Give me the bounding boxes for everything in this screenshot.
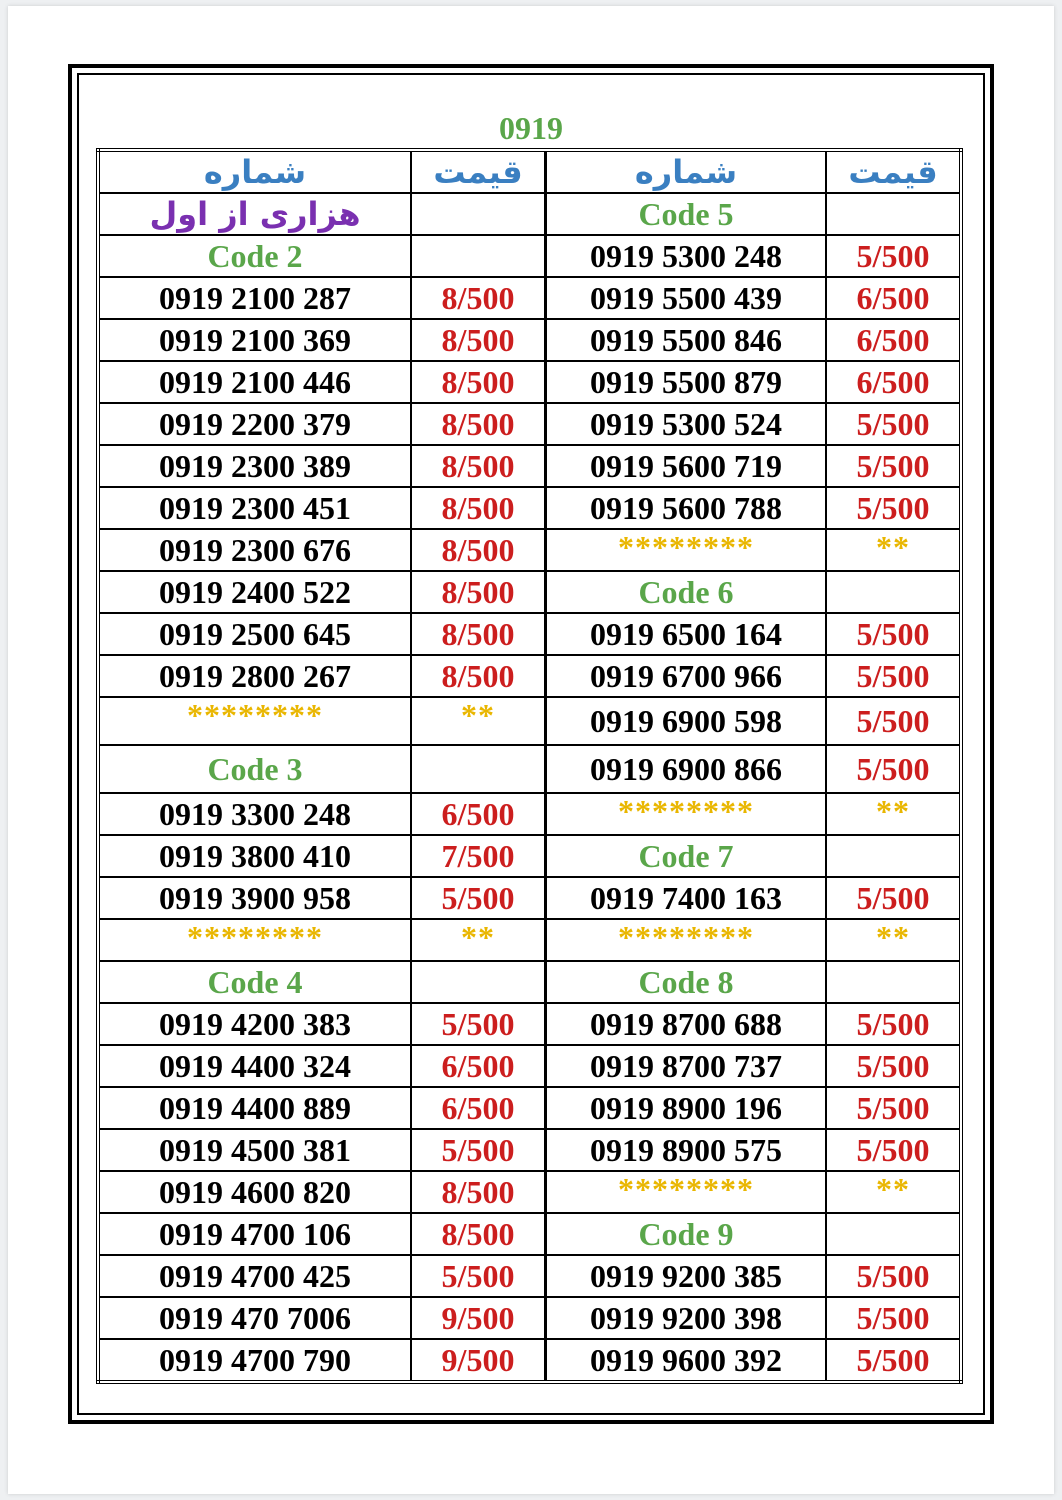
left-price-column-header: قیمت [411,150,546,193]
right-price-price-value: 5/500 [826,445,961,487]
left-price-price-value: 8/500 [411,487,546,529]
right-price-price-value: 5/500 [826,235,961,277]
table-row [98,877,961,919]
left-price-price-value: 6/500 [411,1087,546,1129]
right-price-price-value: 5/500 [826,877,961,919]
right-price-price-value: 5/500 [826,403,961,445]
left-number-code-heading: Code 2 [98,235,411,277]
right-number-phone-number: 0919 8900 575 [546,1129,827,1171]
left-price-empty-cell [411,961,546,1003]
left-number-phone-number: 0919 4400 324 [98,1045,411,1087]
right-number-phone-number: 0919 6900 598 [546,697,827,745]
table-row [98,1045,961,1087]
right-number-column-header: شماره [546,150,827,193]
right-price-empty-cell [826,571,961,613]
right-number-phone-number: 0919 8700 737 [546,1045,827,1087]
left-price-price-value: 8/500 [411,403,546,445]
right-number-phone-number: 0919 5600 788 [546,487,827,529]
left-number-column-header: شماره [98,150,411,193]
right-price-price-value: 5/500 [826,1255,961,1297]
left-number-phone-number: 0919 2300 451 [98,487,411,529]
table-row [98,613,961,655]
left-number-phone-number: 0919 2100 369 [98,319,411,361]
right-number-phone-number: 0919 6700 966 [546,655,827,697]
left-price-empty-cell [411,193,546,235]
left-price-price-value: 6/500 [411,1045,546,1087]
table-row [98,1255,961,1297]
table-row [98,1087,961,1129]
left-price-price-value: 8/500 [411,1213,546,1255]
left-price-price-value: 7/500 [411,835,546,877]
left-number-phone-number: 0919 4700 425 [98,1255,411,1297]
table-row [98,793,961,835]
left-price-empty-cell [411,235,546,277]
right-number-code-heading: Code 6 [546,571,827,613]
right-number-phone-number: 0919 6900 866 [546,745,827,793]
left-number-code-heading: Code 3 [98,745,411,793]
right-number-phone-number: 0919 5300 524 [546,403,827,445]
right-price-price-value: 5/500 [826,1045,961,1087]
left-number-phone-number: 0919 3300 248 [98,793,411,835]
right-price-price-value: 5/500 [826,655,961,697]
table-row [98,277,961,319]
table-row [98,529,961,571]
right-number-phone-number: 0919 7400 163 [546,877,827,919]
table-row [98,697,961,745]
right-price-price-value: 5/500 [826,1003,961,1045]
right-price-empty-cell [826,1213,961,1255]
right-number-phone-number: 0919 5300 248 [546,235,827,277]
left-price-separator-stars: ** [411,697,546,745]
right-price-price-value: 5/500 [826,697,961,745]
left-number-phone-number: 0919 2200 379 [98,403,411,445]
right-number-code-heading: Code 8 [546,961,827,1003]
right-number-phone-number: 0919 5500 846 [546,319,827,361]
right-price-separator-stars: ** [826,793,961,835]
right-price-price-value: 5/500 [826,745,961,793]
table-row [98,1003,961,1045]
right-price-price-value: 6/500 [826,361,961,403]
table-row [98,919,961,961]
table-row [98,745,961,793]
right-number-code-heading: Code 7 [546,835,827,877]
left-price-price-value: 8/500 [411,613,546,655]
right-price-empty-cell [826,193,961,235]
page-title: 0919 [499,110,563,146]
price-list-table [96,148,963,1384]
right-number-phone-number: 0919 5500 439 [546,277,827,319]
right-price-price-value: 6/500 [826,319,961,361]
table-row [98,655,961,697]
right-number-phone-number: 0919 9200 385 [546,1255,827,1297]
left-price-price-value: 6/500 [411,793,546,835]
left-number-code-heading: Code 4 [98,961,411,1003]
right-price-price-value: 5/500 [826,1129,961,1171]
right-number-separator-stars: ******** [546,1171,827,1213]
table-row [98,193,961,235]
right-price-separator-stars: ** [826,529,961,571]
right-price-price-value: 5/500 [826,613,961,655]
right-price-empty-cell [826,835,961,877]
left-number-phone-number: 0919 2400 522 [98,571,411,613]
left-number-separator-stars: ******** [98,697,411,745]
left-price-empty-cell [411,745,546,793]
left-number-phone-number: 0919 3800 410 [98,835,411,877]
table-row [98,1297,961,1339]
left-price-price-value: 8/500 [411,277,546,319]
right-number-phone-number: 0919 5500 879 [546,361,827,403]
left-price-price-value: 8/500 [411,445,546,487]
left-price-price-value: 9/500 [411,1339,546,1382]
left-price-price-value: 9/500 [411,1297,546,1339]
right-number-separator-stars: ******** [546,529,827,571]
table-row [98,571,961,613]
left-price-price-value: 8/500 [411,319,546,361]
left-number-phone-number: 0919 2800 267 [98,655,411,697]
left-number-phone-number: 0919 470 7006 [98,1297,411,1339]
left-number-phone-number: 0919 4500 381 [98,1129,411,1171]
left-number-phone-number: 0919 2300 389 [98,445,411,487]
left-price-price-value: 5/500 [411,1129,546,1171]
right-price-column-header: قیمت [826,150,961,193]
left-number-phone-number: 0919 2300 676 [98,529,411,571]
left-number-phone-number: 0919 4200 383 [98,1003,411,1045]
right-number-code-heading: Code 5 [546,193,827,235]
right-number-separator-stars: ******** [546,919,827,961]
right-number-separator-stars: ******** [546,793,827,835]
left-price-price-value: 8/500 [411,361,546,403]
left-price-price-value: 8/500 [411,1171,546,1213]
right-number-code-heading: Code 9 [546,1213,827,1255]
table-row [98,1171,961,1213]
right-number-phone-number: 0919 8700 688 [546,1003,827,1045]
left-price-price-value: 8/500 [411,529,546,571]
right-price-separator-stars: ** [826,919,961,961]
right-price-price-value: 5/500 [826,487,961,529]
left-price-price-value: 5/500 [411,1003,546,1045]
table-row [98,487,961,529]
table-row [98,835,961,877]
table-row [98,235,961,277]
right-price-price-value: 5/500 [826,1087,961,1129]
table-row [98,403,961,445]
left-number-phone-number: 0919 2100 446 [98,361,411,403]
left-number-separator-stars: ******** [98,919,411,961]
table-row [98,1339,961,1382]
right-price-price-value: 6/500 [826,277,961,319]
right-number-phone-number: 0919 8900 196 [546,1087,827,1129]
left-price-separator-stars: ** [411,919,546,961]
left-number-subtitle: هزاری از اول [98,193,411,235]
right-number-phone-number: 0919 6500 164 [546,613,827,655]
left-price-price-value: 5/500 [411,1255,546,1297]
table-row [98,361,961,403]
table-row [98,150,961,193]
right-price-separator-stars: ** [826,1171,961,1213]
left-price-price-value: 8/500 [411,571,546,613]
table-row [98,1129,961,1171]
left-number-phone-number: 0919 3900 958 [98,877,411,919]
left-number-phone-number: 0919 2500 645 [98,613,411,655]
table-row [98,1213,961,1255]
left-price-price-value: 5/500 [411,877,546,919]
right-price-price-value: 5/500 [826,1297,961,1339]
right-number-phone-number: 0919 9200 398 [546,1297,827,1339]
left-number-phone-number: 0919 4400 889 [98,1087,411,1129]
left-number-phone-number: 0919 4700 106 [98,1213,411,1255]
left-number-phone-number: 0919 4700 790 [98,1339,411,1382]
left-number-phone-number: 0919 4600 820 [98,1171,411,1213]
table-row [98,319,961,361]
right-number-phone-number: 0919 5600 719 [546,445,827,487]
right-price-price-value: 5/500 [826,1339,961,1382]
price-list-body [98,150,961,1382]
left-number-phone-number: 0919 2100 287 [98,277,411,319]
table-row [98,961,961,1003]
table-row [98,445,961,487]
right-price-empty-cell [826,961,961,1003]
left-price-price-value: 8/500 [411,655,546,697]
right-number-phone-number: 0919 9600 392 [546,1339,827,1382]
